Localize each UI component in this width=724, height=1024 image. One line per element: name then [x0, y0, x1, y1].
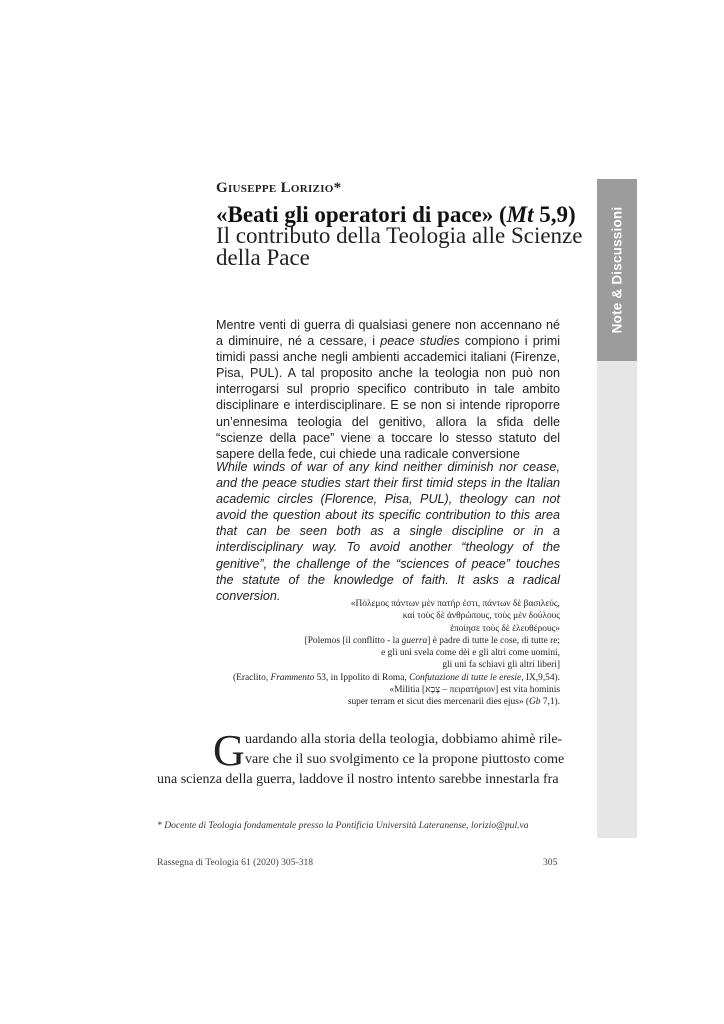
epigraph-line: [160, 696, 560, 708]
epigraph-text: 53, in Ippolito di Roma,: [314, 672, 410, 683]
epigraph-text: 7,1).: [540, 697, 560, 708]
epigraph-translation-line: e gli uni svela come dèi e gli altri come uomini,: [381, 648, 560, 659]
title-italic: Mt: [506, 202, 534, 227]
epigraph-text: (Eraclito,: [233, 672, 271, 683]
abstract-it-text-before: Mentre venti di guerra di qualsiasi genere non accennano né a diminuire, né a cessare, i: [216, 318, 560, 349]
epigraph-source: [160, 672, 560, 684]
epigraph-line: «Militia [צָבָא – πειρατήριον] est vita hominis: [389, 685, 560, 695]
abstract-it-italic-term: peace studies: [380, 334, 460, 349]
body-line: una scienza della guerra, laddove il nostro intento sarebbe innestarla fra: [157, 772, 559, 787]
epigraph-italic: Gb: [529, 697, 541, 708]
abstract-italian: [216, 317, 560, 462]
journal-citation: Rassegna di Teologia 61 (2020) 305-318: [157, 857, 314, 868]
epigraph-translation-line: [160, 635, 560, 647]
epigraph-text: , IX,9,54).: [521, 672, 560, 683]
abstract-english: While winds of war of any kind neither diminish nor cease, and the peace studies start their first timid steps in the Italian academic circles (Florence, Pisa, PUL), theology can not avoid the question about its specific contribution to this area that can be seen both as a single discipline or in a interdisciplinary way. To avoid another “theology of the genitive”, the challenge of the “sciences of peace” touches the statute of the knowledge of faith. It asks a radical conversion.: [216, 460, 560, 603]
epigraph-job: [160, 684, 560, 709]
page-number: 305: [543, 857, 558, 868]
article-subtitle: Il contributo della Teologia alle Scienze della Pace: [216, 223, 583, 270]
epigraph-italic: Frammento: [270, 672, 315, 683]
epigraph-text: ] è padre di tutte le cose, di tutte re;: [427, 635, 560, 646]
epigraph-italic: Confutazione di tutte le eresie: [409, 672, 522, 683]
footnote: * Docente di Teologia fondamentale presso la Pontificia Università Lateranense, lorizio@pul.va: [157, 820, 529, 831]
body-line: vare che il suo svolgimento ce la propone piuttosto come: [245, 752, 565, 767]
epigraph-italic: guerra: [401, 635, 428, 646]
body-line: uardando alla storia della teologia, dobbiamo ahimè rile-: [245, 732, 563, 747]
title-part1: «Beati gli operatori di pace» (: [216, 202, 507, 227]
epigraph-heraclitus: [160, 598, 560, 684]
epigraph-greek-line: ἐποίησε τοὺς δὲ ἐλευθέρους»: [450, 623, 560, 634]
epigraph-text: super terram et sicut dies mercenarii dies ejus» (: [347, 697, 529, 708]
epigraph-greek-line: καὶ τοὺς δὲ ἀνθρώπους, τοὺς μὲν δούλους: [402, 611, 560, 622]
section-label: Note & Discussioni: [609, 206, 625, 334]
epigraph-translation-line: gli uni fa schiavi gli altri liberi]: [442, 660, 560, 671]
drop-cap: G: [213, 726, 245, 775]
abstract-it-text-after: compiono i primi timidi passi anche negli ambienti accademici italiani (Firenze, Pisa, PUL). A tal proposito anche la teologia non può non interrogarsi sul proprio specifico contributo in tale ambito disciplinare e interdisciplinare. E se non si intende riproporre un’ennesima teologia del genitivo, allora la sfida delle “scienze della pace” viene a toccare lo stesso statuto del sapere della fede, cui chiede una radicale conversione: [216, 334, 561, 461]
sidebar-strip: [597, 360, 637, 838]
body-text: [157, 726, 565, 790]
author-name: Giuseppe Lorizio*: [216, 180, 342, 196]
epigraph-text: [Polemos [il conflitto - la: [304, 635, 402, 646]
epigraph-greek-line: «Πόλεμος πάντων μὲν πατήρ ἐστι, πάντων δὲ βασιλεύς,: [350, 599, 560, 609]
title-part2: 5,9): [533, 202, 576, 227]
